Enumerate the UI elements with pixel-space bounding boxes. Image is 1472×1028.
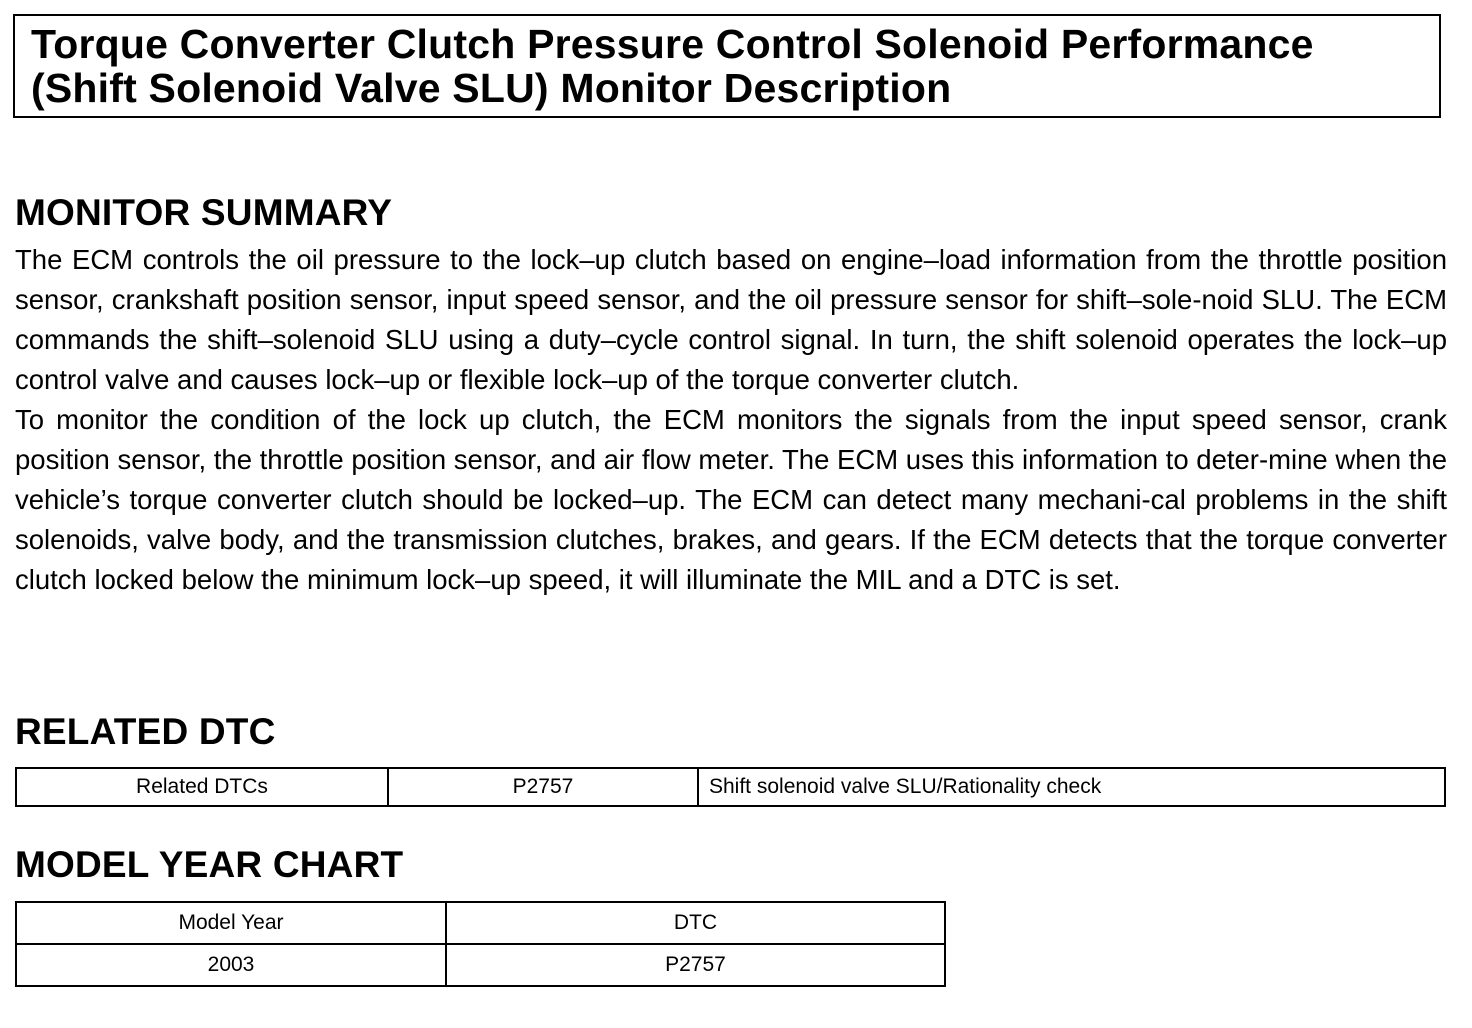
page-title: Torque Converter Clutch Pressure Control Solenoid Performance (Shift Solenoid Valve SLU) Monitor Description (31, 21, 1314, 111)
related-dtc-label-cell: Related DTCs (16, 768, 388, 806)
model-year-table (15, 901, 946, 987)
related-dtc-code-cell: P2757 (388, 768, 698, 806)
model-year-header: Model Year (16, 902, 446, 944)
table-row (16, 944, 945, 986)
table-header-row (16, 902, 945, 944)
model-year-chart-heading: MODEL YEAR CHART (15, 844, 404, 885)
related-dtc-heading: RELATED DTC (15, 711, 276, 752)
table-row (16, 768, 1445, 806)
summary-paragraph-2: To monitor the condition of the lock up clutch, the ECM monitors the signals from the input speed sensor, crank position sensor, the throttle position sensor, and air flow meter. The ECM uses this information to deter-mine when the vehicle’s torque converter clutch should be locked–up. The ECM can detect many mechani-cal problems in the shift solenoids, valve body, and the transmission clutches, brakes, and gears. If the ECM detects that the torque converter clutch locked below the minimum lock–up speed, it will illuminate the MIL and a DTC is set. (15, 404, 1447, 595)
title-box (13, 14, 1441, 118)
dtc-cell: P2757 (446, 944, 945, 986)
related-dtc-table (15, 767, 1446, 807)
dtc-header: DTC (446, 902, 945, 944)
related-dtc-description-cell: Shift solenoid valve SLU/Rationality check (698, 768, 1445, 806)
monitor-summary-heading: MONITOR SUMMARY (15, 192, 393, 233)
summary-paragraph-1: The ECM controls the oil pressure to the lock–up clutch based on engine–load information from the throttle position sensor, crankshaft position sensor, input speed sensor, and the oil pressure sensor for shift–sole-noid SLU. The ECM commands the shift–solenoid SLU using a duty–cycle control signal. In turn, the shift solenoid operates the lock–up control valve and causes lock–up or flexible lock–up of the torque converter clutch. (15, 244, 1447, 395)
monitor-summary-body (15, 240, 1447, 600)
model-year-cell: 2003 (16, 944, 446, 986)
